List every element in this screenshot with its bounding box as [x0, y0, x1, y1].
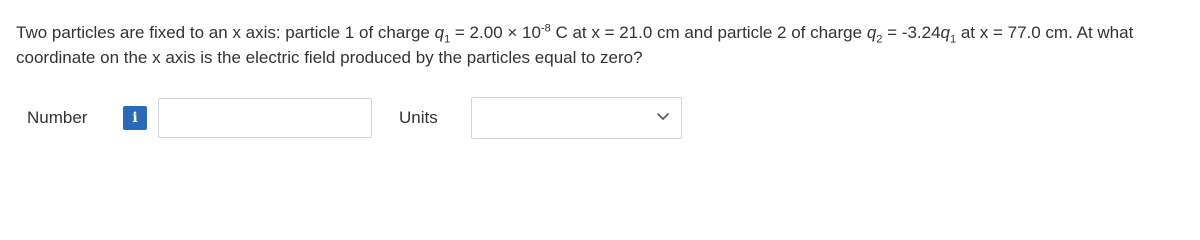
- info-glyph: i: [132, 110, 138, 126]
- number-input[interactable]: [158, 98, 372, 138]
- question-segment: = 2.00 × 10: [450, 23, 541, 42]
- charge-subscript: 1: [950, 33, 957, 46]
- charge-symbol: q: [866, 23, 877, 42]
- question-segment: at x = 77.0 cm. At what coordinate on the x axis is the electric field produced by the particles equal to zero?: [16, 23, 1134, 67]
- info-icon[interactable]: [123, 106, 147, 130]
- chevron-down-icon: [657, 113, 669, 121]
- exponent: -8: [540, 22, 551, 35]
- answer-row: [27, 97, 682, 139]
- question-segment: Two particles are fixed to an x axis: particle 1 of charge: [16, 23, 435, 42]
- charge-symbol: q: [940, 23, 950, 42]
- number-label: Number: [27, 108, 88, 127]
- question-segment: = -3.24: [882, 23, 941, 42]
- units-select[interactable]: [471, 97, 682, 139]
- charge-subscript: 1: [444, 33, 451, 46]
- question-text: [16, 20, 1186, 70]
- units-label: Units: [399, 108, 438, 127]
- charge-subscript: 2: [876, 33, 883, 46]
- question-segment: C at x = 21.0 cm and particle 2 of charge: [550, 23, 867, 42]
- charge-symbol: q: [434, 23, 445, 42]
